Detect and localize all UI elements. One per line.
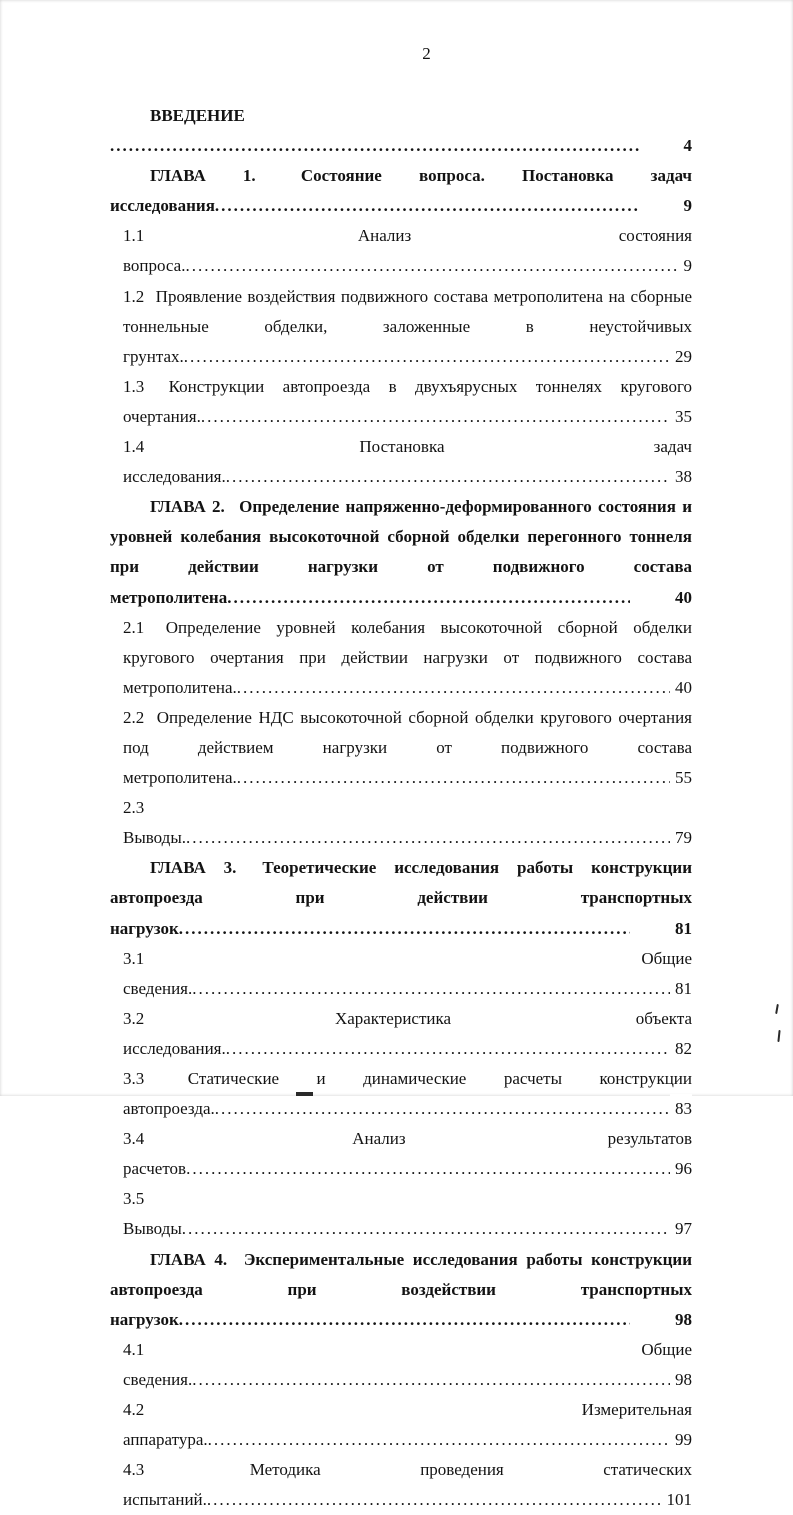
- entry-number: 3.3: [123, 1069, 145, 1088]
- entry-title: Характеристика объекта исследования.: [123, 1008, 692, 1058]
- dot-leader: [186, 1159, 692, 1178]
- toc-entry: [123, 1455, 692, 1515]
- toc-entry: [123, 1004, 692, 1064]
- entry-number: ГЛАВА 3.: [150, 858, 237, 878]
- entry-number: 1.2: [123, 286, 145, 306]
- entry-page-number: 9: [639, 191, 693, 221]
- entry-page-number: 29: [670, 342, 692, 372]
- toc-entry: [123, 613, 692, 703]
- entry-page-number: 35: [670, 402, 692, 432]
- entry-page-number: 97: [670, 1214, 692, 1244]
- entry-title: Методика проведения статических испытаний.: [123, 1460, 692, 1510]
- entry-page-number: 101: [662, 1485, 693, 1515]
- dot-leader: [179, 1310, 692, 1329]
- page-number: 2: [422, 44, 431, 63]
- entry-title: Статические и динамические расчеты конструкции автопроезда.: [123, 1069, 692, 1119]
- dot-leader: [192, 1370, 692, 1389]
- entry-page-number: 4: [639, 131, 693, 161]
- dot-leader: [207, 1490, 692, 1509]
- entry-page-number: 40: [630, 583, 692, 613]
- entry-title: Определение НДС высокоточной сборной обделки кругового очертания под действием нагрузки от подвижного состава метрополитена.: [123, 707, 692, 788]
- entry-page-number: 98: [670, 1365, 692, 1395]
- dot-leader: [184, 347, 692, 366]
- dot-leader: [201, 407, 692, 426]
- scan-artifact: [775, 1004, 779, 1014]
- dot-leader: [226, 1039, 692, 1058]
- dot-leader: [186, 828, 692, 847]
- entry-title: Выводы: [123, 1219, 182, 1239]
- entry-title: Состояние вопроса. Постановка задач исследования: [110, 166, 692, 216]
- toc-entry: [110, 853, 692, 943]
- toc-entry: [123, 703, 692, 793]
- entry-number: 2.3: [123, 798, 145, 818]
- entry-number: ГЛАВА 1.: [150, 166, 256, 186]
- entry-title: Постановка задач исследования.: [123, 437, 692, 487]
- toc-entry: [110, 101, 692, 161]
- entry-page-number: 99: [670, 1425, 692, 1455]
- scan-artifact: [777, 1030, 780, 1042]
- dot-leader: [215, 1099, 692, 1118]
- table-of-contents: [110, 101, 692, 1515]
- entry-number: 2.2: [123, 707, 145, 727]
- entry-title: Анализ результатов расчетов: [123, 1129, 692, 1179]
- toc-entry: [123, 1124, 692, 1184]
- entry-title: Общие сведения.: [123, 948, 692, 998]
- entry-number: 2.1: [123, 617, 145, 637]
- entry-number: 1.4: [123, 437, 145, 457]
- toc-entry: [123, 372, 692, 432]
- toc-entry: [123, 1064, 692, 1124]
- entry-title: Анализ состояния вопроса.: [123, 226, 692, 276]
- dot-leader: [208, 1430, 692, 1449]
- dot-leader: [237, 678, 692, 697]
- entry-number: 3.4: [123, 1129, 145, 1149]
- entry-number: ГЛАВА 4.: [150, 1249, 228, 1269]
- toc-entry: [110, 161, 692, 221]
- entry-title: Теоретические исследования работы конструкции автопроезда при действии транспортных нагрузок: [110, 858, 692, 938]
- toc-entry: [123, 944, 692, 1004]
- entry-page-number: 9: [679, 251, 693, 281]
- entry-title: Проявление воздействия подвижного состава метрополитена на сборные тоннельные обделки, заложенные в неустойчивых грунтах.: [123, 286, 692, 366]
- dot-leader: [227, 588, 692, 607]
- entry-page-number: 96: [670, 1154, 692, 1184]
- entry-title: Измерительная аппаратура.: [123, 1400, 692, 1450]
- dot-leader: [192, 979, 692, 998]
- scan-artifact: [296, 1092, 313, 1096]
- toc-entry: [123, 1184, 692, 1244]
- entry-title: Определение напряженно-деформированного состояния и уровней колебания высокоточной сборной обделки перегонного тоннеля при действии нагрузки от подвижного состава метрополитена: [110, 497, 692, 607]
- dot-leader: [182, 1219, 692, 1238]
- toc-entry: [110, 492, 692, 612]
- entry-title: Определение уровней колебания высокоточной сборной обделки кругового очертания при действии нагрузки от подвижного состава метрополитена.: [123, 617, 692, 697]
- toc-entry: [123, 793, 692, 853]
- entry-page-number: 82: [670, 1034, 692, 1064]
- toc-entry: [123, 1335, 692, 1395]
- toc-entry: [123, 1395, 692, 1455]
- dot-leader: [185, 256, 692, 275]
- dot-leader: [237, 768, 692, 787]
- entry-page-number: 81: [670, 974, 692, 1004]
- dot-leader: [226, 467, 692, 486]
- entry-page-number: 83: [670, 1094, 692, 1124]
- dot-leader: [110, 136, 692, 155]
- entry-title: Выводы.: [123, 828, 187, 848]
- entry-number: 1.1: [123, 226, 145, 246]
- entry-number: 4.2: [123, 1400, 145, 1420]
- entry-page-number: 81: [630, 914, 692, 944]
- dot-leader: [215, 196, 692, 215]
- entry-page-number: 55: [670, 763, 692, 793]
- entry-page-number: 38: [670, 462, 692, 492]
- entry-number: 3.5: [123, 1189, 145, 1209]
- entry-title: Экспериментальные исследования работы конструкции автопроезда при воздействии транспортных нагрузок: [110, 1249, 692, 1329]
- entry-number: ВВЕДЕНИЕ: [150, 106, 245, 125]
- toc-entry: [110, 1245, 692, 1335]
- toc-entry: [123, 221, 692, 281]
- entry-page-number: 98: [630, 1305, 692, 1335]
- entry-number: 3.1: [123, 948, 145, 968]
- dot-leader: [179, 919, 692, 938]
- entry-page-number: 40: [670, 673, 692, 703]
- entry-number: 1.3: [123, 376, 145, 396]
- entry-title: Общие сведения.: [123, 1339, 692, 1389]
- entry-number: 4.3: [123, 1460, 145, 1480]
- toc-entry: [123, 282, 692, 372]
- entry-number: ГЛАВА 2.: [150, 497, 225, 517]
- entry-number: 4.1: [123, 1339, 145, 1359]
- entry-number: 3.2: [123, 1008, 145, 1028]
- entry-page-number: 79: [670, 823, 692, 853]
- entry-title: Конструкции автопроезда в двухъярусных тоннелях кругового очертания.: [123, 376, 692, 426]
- toc-entry: [123, 432, 692, 492]
